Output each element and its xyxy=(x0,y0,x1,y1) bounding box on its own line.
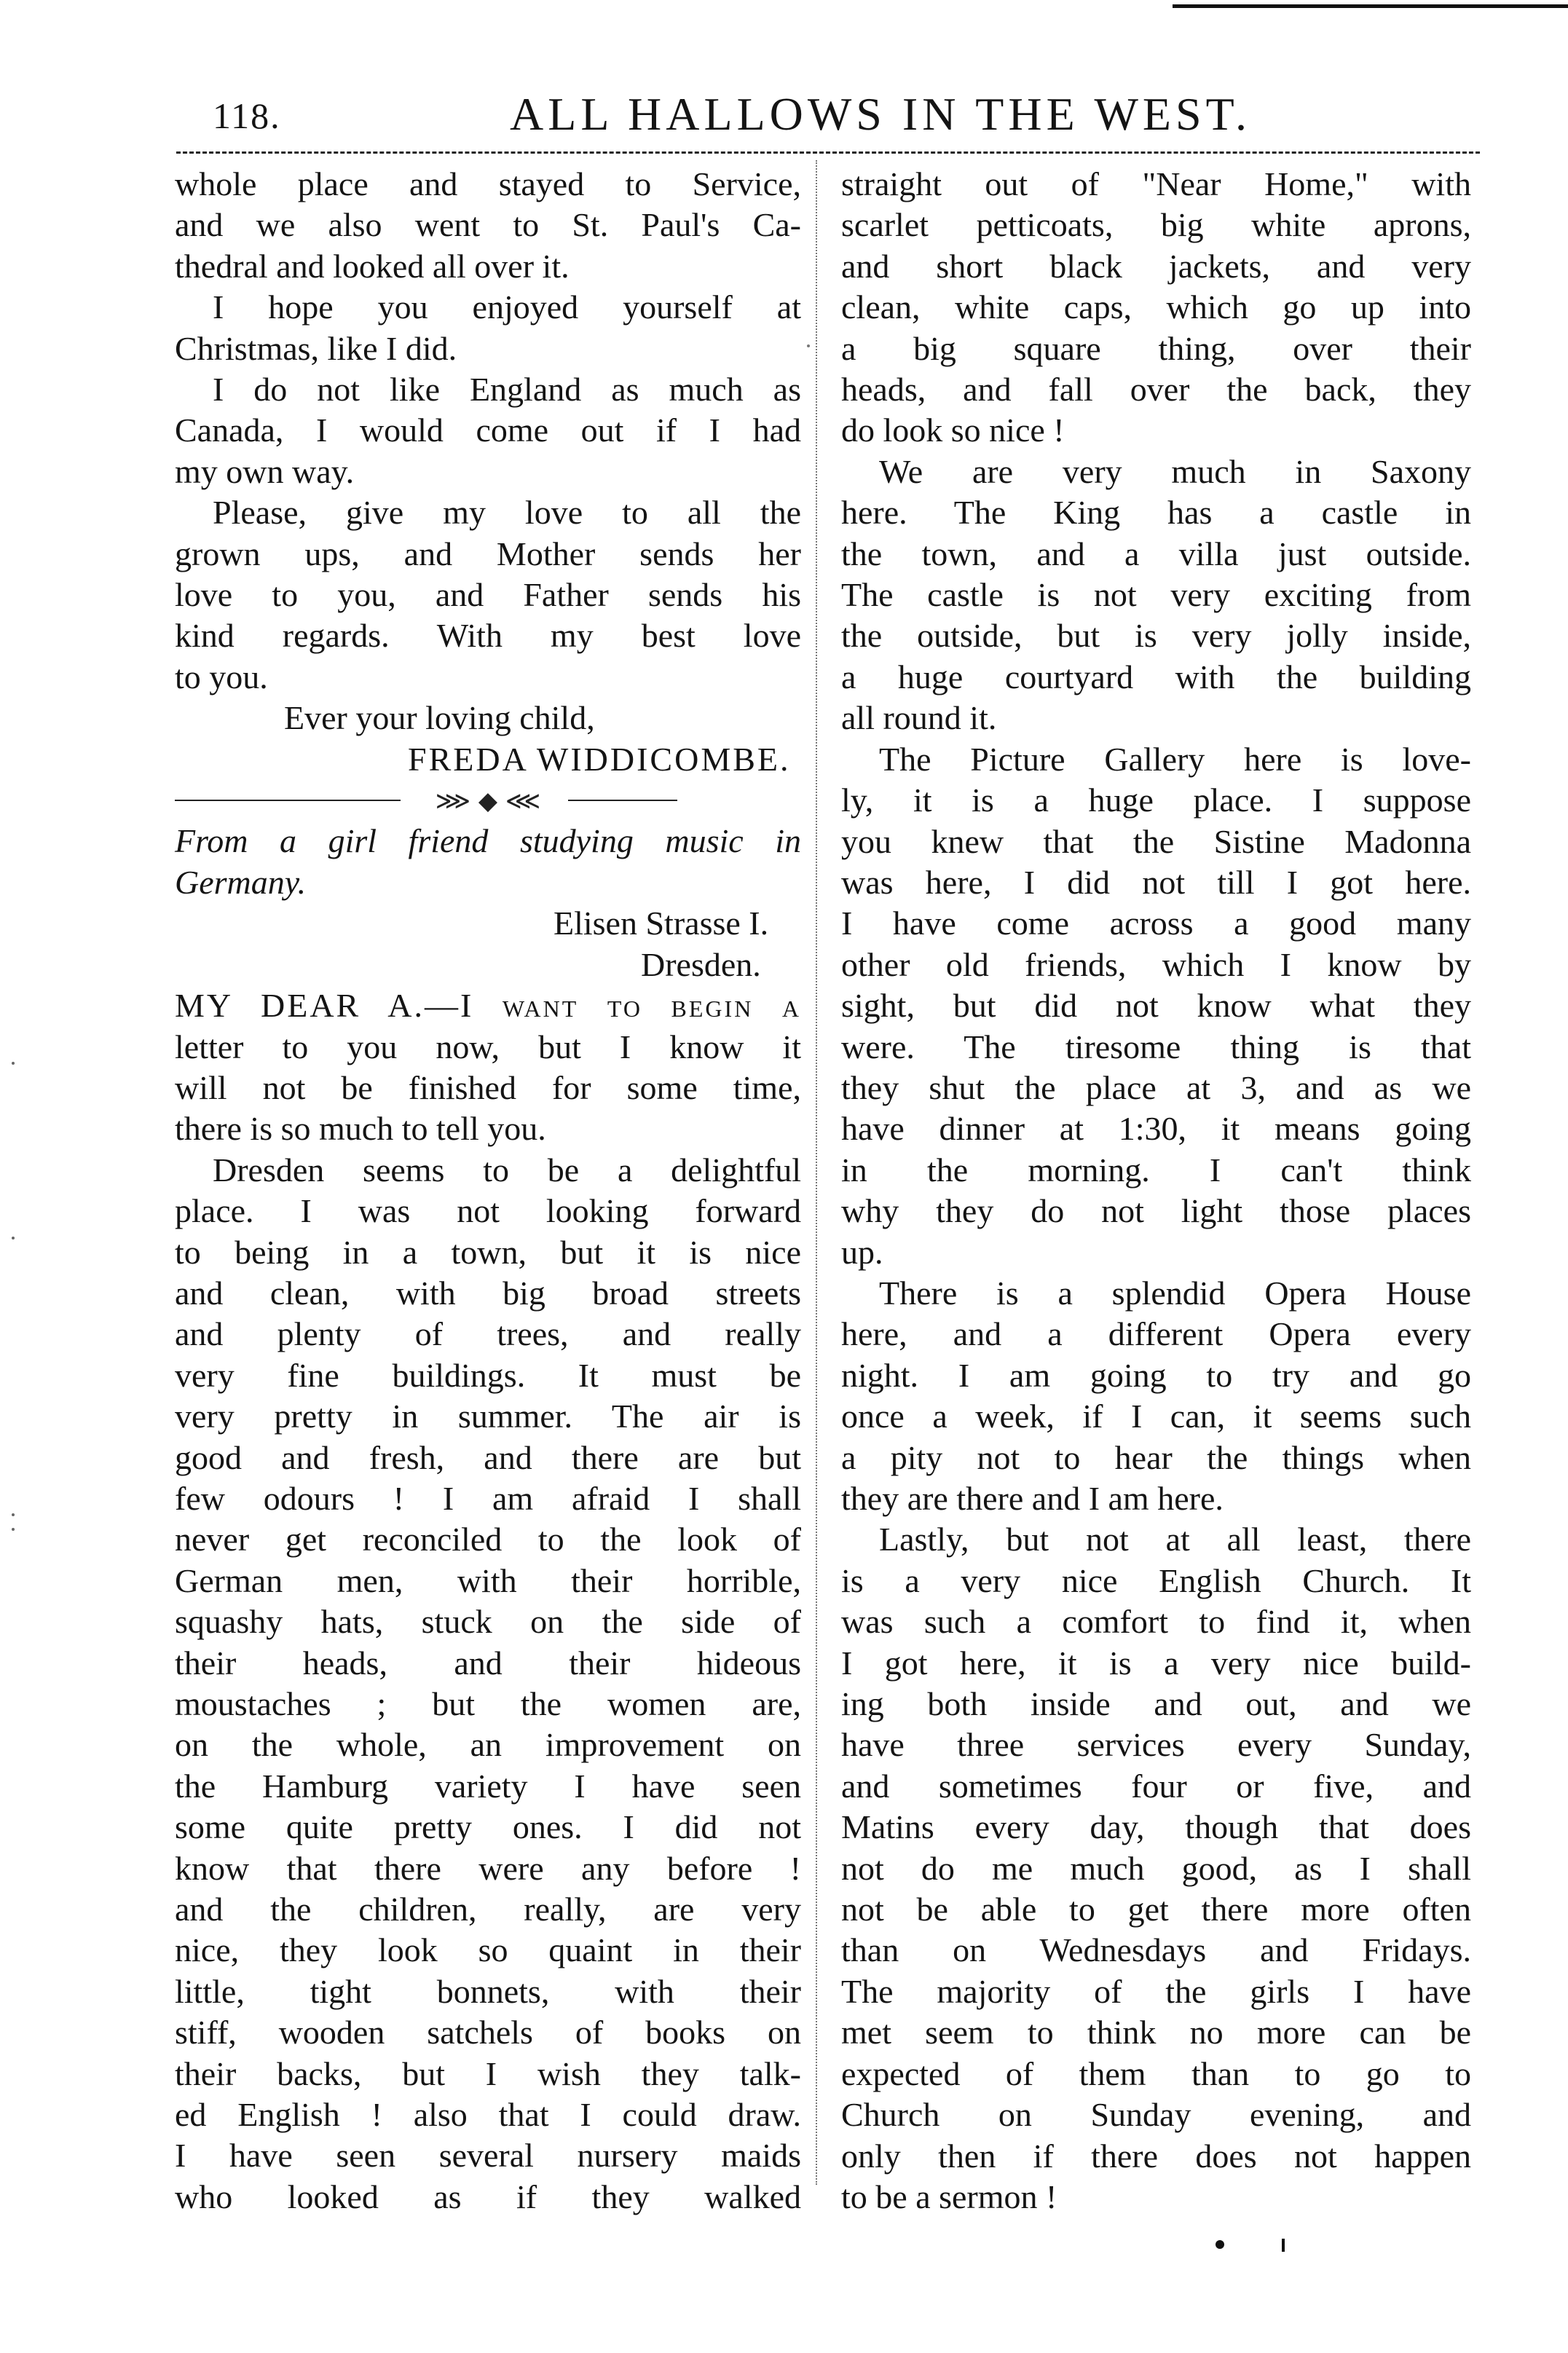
text-line: here, and a different Opera every xyxy=(841,1315,1471,1353)
page-header xyxy=(0,87,1568,153)
text-line: know that there were any before ! xyxy=(175,1849,801,1887)
text-line: clean, white caps, which go up into xyxy=(841,288,1471,326)
text-line: the outside, but is very jolly inside, xyxy=(841,617,1471,655)
text-line: thedral and looked all over it. xyxy=(175,247,570,285)
text-line: was such a comfort to find it, when xyxy=(841,1603,1471,1641)
text-line: German men, with their horrible, xyxy=(175,1561,801,1599)
section-ornament xyxy=(175,780,801,821)
text-line: grown ups, and Mother sends her xyxy=(175,535,801,572)
text-line: very fine buildings. It must be xyxy=(175,1356,801,1394)
text-line: a pity not to hear the things when xyxy=(841,1438,1471,1476)
text-line: The Picture Gallery here is love- xyxy=(879,740,1471,778)
text-line: and sometimes four or five, and xyxy=(841,1767,1471,1805)
text-line: Matins every day, though that does xyxy=(841,1808,1471,1846)
text-line: Canada, I would come out if I had xyxy=(175,411,801,449)
text-line: to be a sermon ! xyxy=(841,2177,1057,2215)
text-line: I do not like England as much as xyxy=(213,371,801,409)
text-line: on the whole, an improvement on xyxy=(175,1726,801,1764)
text-line: have three services every Sunday, xyxy=(841,1726,1471,1764)
text-line: stiff, wooden satchels of books on xyxy=(175,2014,801,2052)
left-column xyxy=(175,164,801,2218)
text-line: met seem to think no more can be xyxy=(841,2014,1471,2052)
text-line: The majority of the girls I have xyxy=(841,1972,1471,2010)
text-line: Lastly, but not at all least, there xyxy=(879,1521,1471,1558)
text-line: why they do not light those places xyxy=(841,1192,1471,1230)
text-line: ly, it is a huge place. I suppose xyxy=(841,781,1471,819)
text-line: than on Wednesdays and Fridays. xyxy=(841,1931,1471,1969)
text-line: have dinner at 1:30, it means going xyxy=(841,1110,1471,1148)
text-line: a big square thing, over their xyxy=(841,329,1471,367)
salutation-line: MY DEAR A.—I want to begin a xyxy=(175,987,801,1025)
text-line: Church on Sunday evening, and xyxy=(841,2096,1471,2134)
closing-line: Ever your loving child, xyxy=(284,699,595,737)
text-line: the town, and a villa just outside. xyxy=(841,535,1471,572)
text-line: they shut the place at 3, and as we xyxy=(841,1068,1471,1106)
text-line: only then if there does not happen xyxy=(841,2137,1471,2175)
text-line: will not be finished for some time, xyxy=(175,1068,801,1106)
text-line: few odours ! I am afraid I shall xyxy=(175,1479,801,1517)
header-rule xyxy=(176,151,1480,154)
text-line: the Hamburg variety I have seen xyxy=(175,1767,801,1805)
text-line: who looked as if they walked xyxy=(175,2177,801,2215)
svg-text:⋙ ◆ ⋘: ⋙ ◆ ⋘ xyxy=(435,787,541,816)
section-heading: Germany. xyxy=(175,863,307,901)
text-line: kind regards. With my best love xyxy=(175,617,801,655)
text-line: do look so nice ! xyxy=(841,411,1065,449)
text-line: little, tight bonnets, with their xyxy=(175,1972,801,2010)
text-line: scarlet petticoats, big white aprons, xyxy=(841,206,1471,244)
text-line: not do me much good, as I shall xyxy=(841,1849,1471,1887)
text-line: up. xyxy=(841,1233,883,1271)
section-heading: From a girl friend studying music in xyxy=(175,822,801,860)
text-line: ed English ! also that I could draw. xyxy=(175,2096,801,2134)
text-line: I hope you enjoyed yourself at xyxy=(213,288,801,326)
text-line: to you. xyxy=(175,658,268,695)
text-line: some quite pretty ones. I did not xyxy=(175,1808,801,1846)
text-line: here. The King has a castle in xyxy=(841,494,1471,532)
text-line: squashy hats, stuck on the side of xyxy=(175,1603,801,1641)
address-line: Dresden. xyxy=(641,945,761,983)
text-line: to being in a town, but it is nice xyxy=(175,1233,801,1271)
signature: FREDA WIDDICOMBE. xyxy=(408,740,791,778)
text-line: all round it. xyxy=(841,699,997,737)
page-number: 118. xyxy=(213,95,281,136)
text-line: Christmas, like I did. xyxy=(175,329,457,367)
text-line: there is so much to tell you. xyxy=(175,1110,546,1148)
text-line: expected of them than to go to xyxy=(841,2054,1471,2092)
text-line: and we also went to St. Paul's Ca- xyxy=(175,206,801,244)
column-divider xyxy=(816,160,817,2185)
text-line: were. The tiresome thing is that xyxy=(841,1028,1471,1065)
text-line: and plenty of trees, and really xyxy=(175,1315,801,1353)
address-line: Elisen Strasse I. xyxy=(553,904,769,942)
text-line: night. I am going to try and go xyxy=(841,1356,1471,1394)
top-edge-rule xyxy=(1173,4,1568,8)
text-line: There is a splendid Opera House xyxy=(879,1274,1471,1312)
text-line: I have seen several nursery maids xyxy=(175,2137,801,2175)
text-line: is a very nice English Church. It xyxy=(841,1561,1471,1599)
text-line: my own way. xyxy=(175,452,355,490)
text-line: good and fresh, and there are but xyxy=(175,1438,801,1476)
text-line: their heads, and their hideous xyxy=(175,1644,801,1682)
text-line: in the morning. I can't think xyxy=(841,1151,1471,1189)
text-line: Please, give my love to all the xyxy=(213,494,801,532)
text-line: whole place and stayed to Service, xyxy=(175,165,801,202)
text-line: once a week, if I can, it seems such xyxy=(841,1398,1471,1435)
text-line: a huge courtyard with the building xyxy=(841,658,1471,695)
text-line: The castle is not very exciting from xyxy=(841,576,1471,614)
text-line: love to you, and Father sends his xyxy=(175,576,801,614)
text-line: heads, and fall over the back, they xyxy=(841,371,1471,409)
text-line: sight, but did not know what they xyxy=(841,987,1471,1025)
text-line: was here, I did not till I got here. xyxy=(841,863,1471,901)
text-line: We are very much in Saxony xyxy=(879,452,1471,490)
text-line: and short black jackets, and very xyxy=(841,247,1471,285)
text-line: and the children, really, are very xyxy=(175,1891,801,1928)
text-line: their backs, but I wish they talk- xyxy=(175,2054,801,2092)
text-line: you knew that the Sistine Madonna xyxy=(841,822,1471,860)
text-line: place. I was not looking forward xyxy=(175,1192,801,1230)
text-line: Dresden seems to be a delightful xyxy=(213,1151,801,1189)
text-line: I have come across a good many xyxy=(841,904,1471,942)
right-column xyxy=(841,164,1471,2218)
text-line: ing both inside and out, and we xyxy=(841,1685,1471,1723)
text-line: nice, they look so quaint in their xyxy=(175,1931,801,1969)
text-line: other old friends, which I know by xyxy=(841,945,1471,983)
text-line: never get reconciled to the look of xyxy=(175,1521,801,1558)
text-line: and clean, with big broad streets xyxy=(175,1274,801,1312)
text-line: moustaches ; but the women are, xyxy=(175,1685,801,1723)
text-line: I got here, it is a very nice build- xyxy=(841,1644,1471,1682)
running-title: ALL HALLOWS IN THE WEST. xyxy=(510,88,1251,140)
text-line: they are there and I am here. xyxy=(841,1480,1224,1517)
text-line: letter to you now, but I know it xyxy=(175,1028,801,1065)
text-line: very pretty in summer. The air is xyxy=(175,1398,801,1435)
text-line: not be able to get there more often xyxy=(841,1891,1471,1928)
text-line: straight out of "Near Home," with xyxy=(841,165,1471,202)
